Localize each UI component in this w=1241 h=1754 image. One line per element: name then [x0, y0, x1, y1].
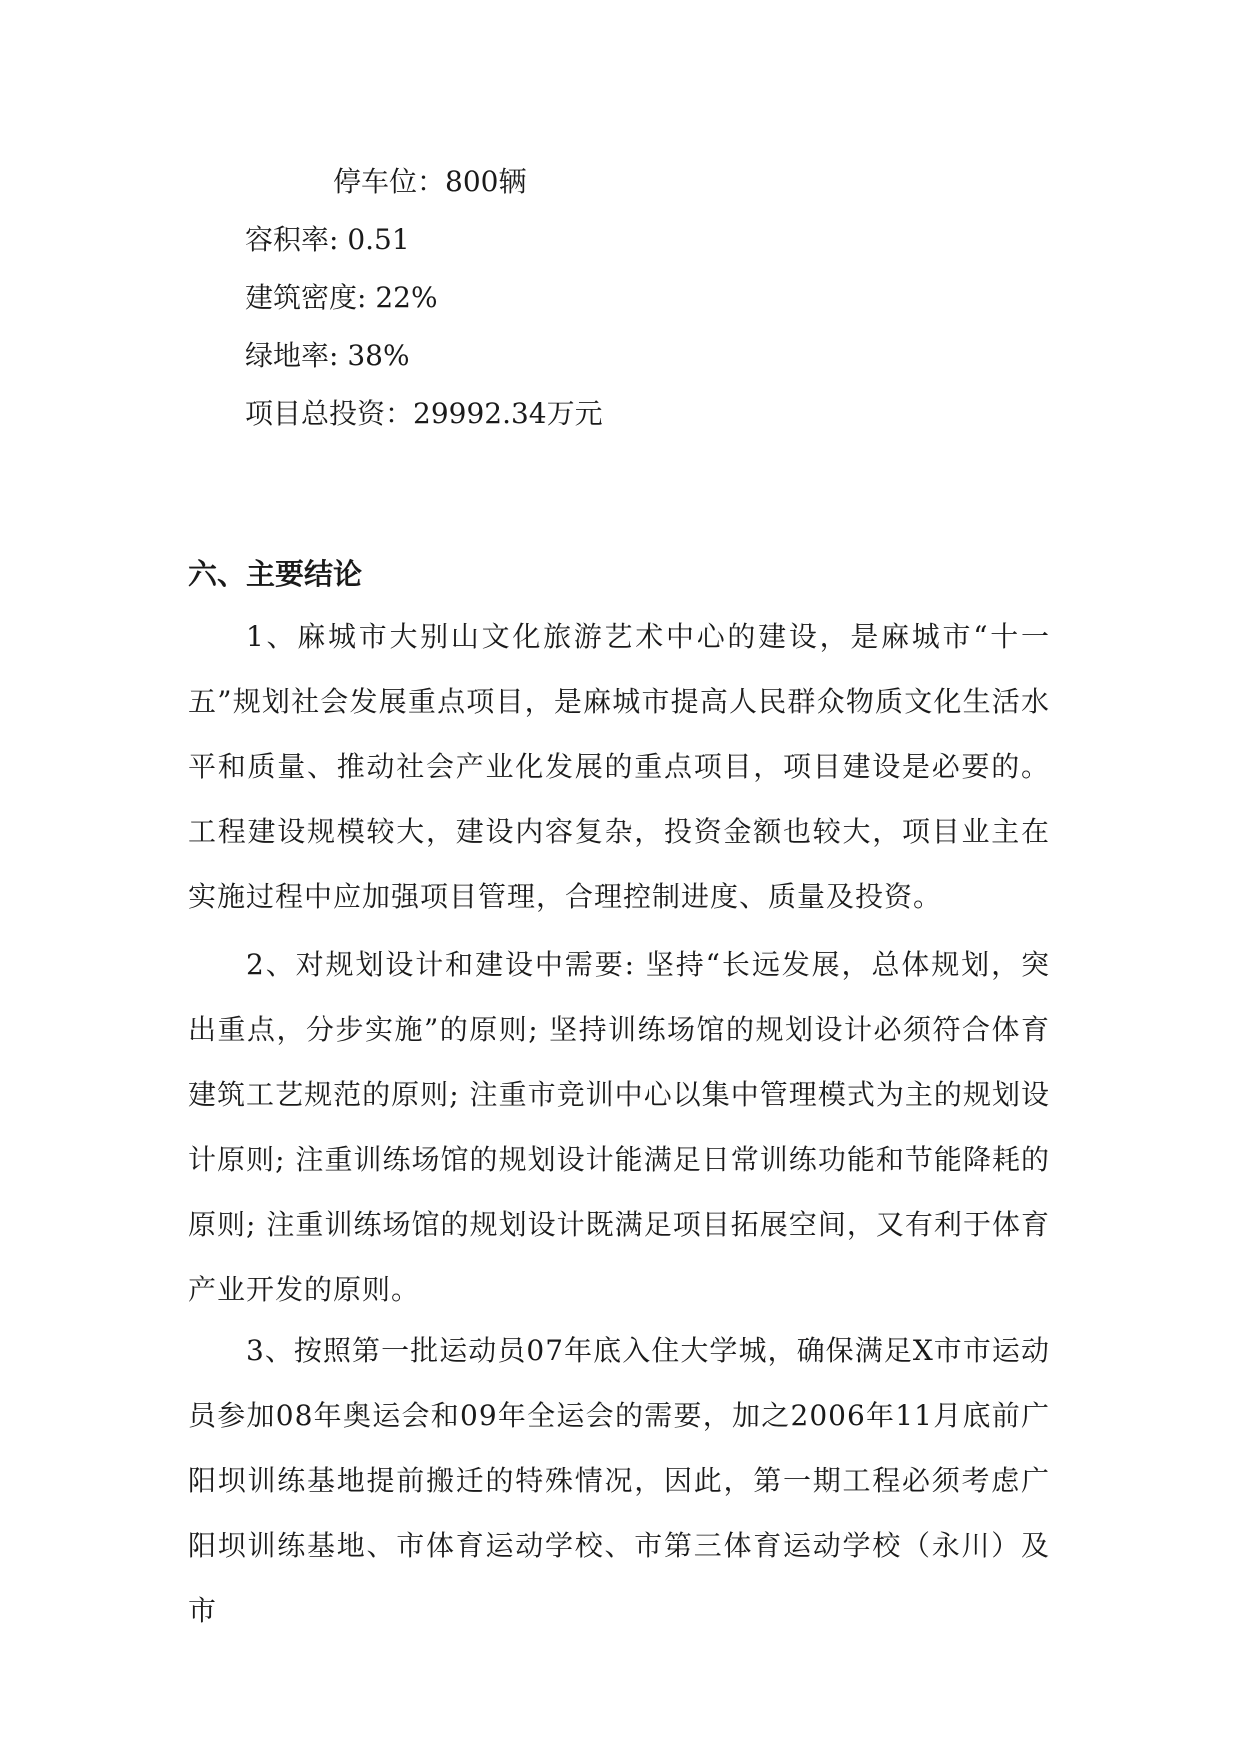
spec-parking: 停车位：800辆: [333, 165, 527, 198]
conclusion-paragraph-3: 3、按照第一批运动员07年底入住大学城，确保满足X市市运动员参加08年奥运会和09年全运会的需要，加之2006年11月底前广阳坝训练基地提前搬迁的特殊情况，因此，第一期工程必须考虑广阳坝训练基地、市体育运动学校、市第三体育运动学校（永川）及市: [188, 1334, 1050, 1627]
conclusion-paragraph-2: 2、对规划设计和建设中需要: 坚持“长远发展，总体规划，突出重点，分步实施”的原则; 坚持训练场馆的规划设计必须符合体育建筑工艺规范的原则; 注重市竞训中心以集中管理模式为主的规划设计原则; 注重训练场馆的规划设计能满足日常训练功能和节能降耗的原则; 注重训练场馆的规划设计既满足项目拓展空间，又有利于体育产业开发的原则。: [188, 948, 1050, 1306]
spec-green-ratio: 绿地率: 38%: [245, 339, 410, 372]
spec-plot-ratio: 容积率: 0.51: [245, 223, 410, 256]
conclusion-paragraph-1: 1、麻城市大别山文化旅游艺术中心的建设，是麻城市“十一五”规划社会发展重点项目，是麻城市提高人民群众物质文化生活水平和质量、推动社会产业化发展的重点项目，项目建设是必要的。工程建设规模较大，建设内容复杂，投资金额也较大，项目业主在实施过程中应加强项目管理，合理控制进度、质量及投资。: [188, 620, 1050, 913]
spec-total-investment: 项目总投资：29992.34万元: [245, 397, 603, 430]
spec-building-density: 建筑密度: 22%: [245, 281, 438, 314]
section-heading: 六、主要结论: [188, 557, 363, 591]
